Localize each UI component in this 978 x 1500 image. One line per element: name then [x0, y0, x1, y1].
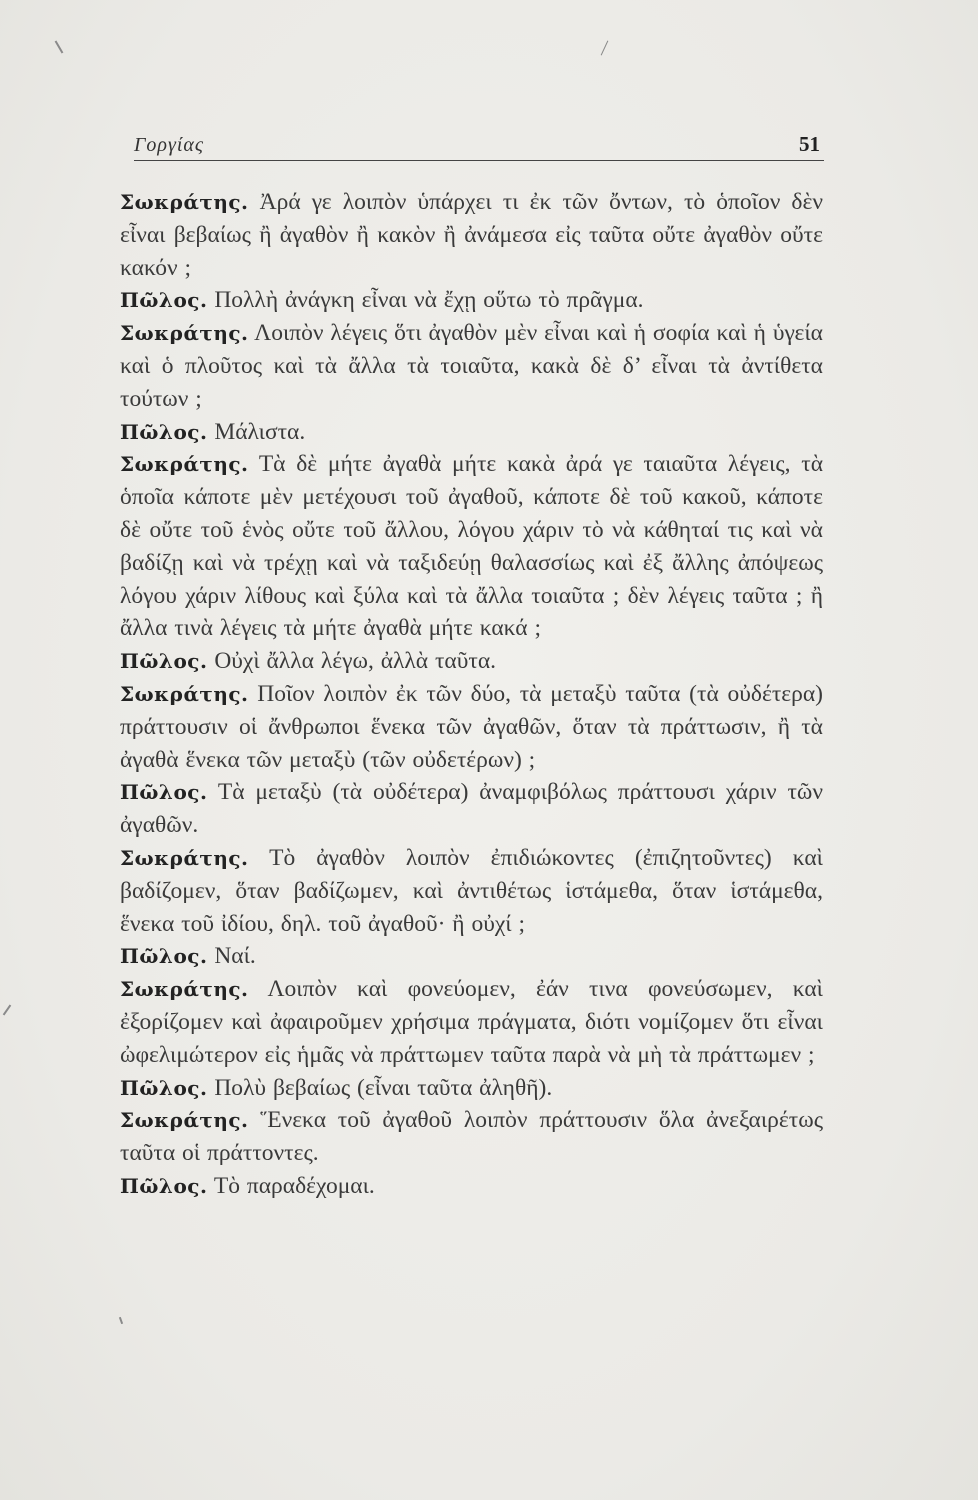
dialogue-paragraph	[120, 940, 823, 973]
speech-text: Λοιπὸν λέγεις ὅτι ἀγαθὸν μὲν εἶναι καὶ ἡ σοφία καὶ ἡ ὑγεία καὶ ὁ πλοῦτος καὶ τὰ ἄλλα τὰ τοιαῦτα, κακὰ δὲ δ’ εἶναι τὰ ἀντίθετα τούτων ;	[120, 320, 823, 412]
speaker-name: Σωκράτης.	[120, 681, 249, 706]
scan-speck	[119, 1317, 123, 1324]
dialogue-paragraph	[120, 416, 823, 449]
speaker-name: Πῶλος.	[120, 1075, 208, 1100]
speaker-name: Σωκράτης.	[120, 452, 249, 477]
speech-text: Ἀρά γε λοιπὸν ὑπάρχει τι ἐκ τῶν ὄντων, τὸ ὁποῖον δὲν εἶναι βεβαίως ἢ ἀγαθὸν ἢ κακὸν ἢ ἀνάμεσα εἰς ταῦτα οὔτε ἀγαθὸν οὔτε κακόν ;	[120, 189, 823, 281]
speaker-name: Πῶλος.	[120, 780, 208, 805]
speech-text: Οὐχὶ ἄλλα λέγω, ἀλλὰ ταῦτα.	[214, 648, 497, 675]
dialogue-paragraph	[120, 842, 823, 940]
speaker-name: Πῶλος.	[120, 944, 208, 969]
speaker-name: Σωκράτης.	[120, 321, 249, 346]
speech-text: Πολλὴ ἀνάγκη εἶναι νὰ ἔχῃ οὕτω τὸ πρᾶγμα.	[214, 287, 644, 314]
scan-speck	[55, 40, 64, 53]
speaker-name: Πῶλος.	[120, 649, 208, 674]
dialogue-paragraph	[120, 448, 823, 645]
dialogue-paragraph	[120, 284, 823, 317]
speech-text: Μάλιστα.	[214, 418, 306, 445]
speech-text: Τὸ ἀγαθὸν λοιπὸν ἐπιδιώκοντες (ἐπιζητοῦντες) καὶ βαδίζομεν, ὅταν βαδίζωμεν, καὶ ἀντιθέτως ἱστάμεθα, ὅταν ἱστάμεθα, ἕνεκα τοῦ ἰδίου, δηλ. τοῦ ἀγαθοῦ· ἢ οὐχί ;	[120, 844, 824, 937]
speaker-name: Σωκράτης.	[120, 1108, 249, 1133]
speech-text: Ποῖον λοιπὸν ἐκ τῶν δύο, τὰ μεταξὺ ταῦτα (τὰ οὐδέτερα) πράττουσιν οἱ ἄνθρωποι ἕνεκα τῶν ἀγαθῶν, ὅταν τὰ πράττωσιν, ἢ τὰ ἀγαθὰ ἕνεκα τῶν μεταξὺ (τῶν οὐδετέρων) ;	[120, 680, 824, 773]
running-head: Γοργίας	[134, 134, 205, 156]
speech-text: Πολὺ βεβαίως (εἶναι ταῦτα ἀληθῆ).	[214, 1074, 553, 1101]
page-number: 51	[799, 132, 820, 156]
dialogue-paragraph	[120, 678, 823, 776]
dialogue-paragraph	[120, 1104, 823, 1170]
speaker-name: Σωκράτης.	[120, 190, 249, 214]
scan-speck	[3, 1005, 12, 1016]
dialogue-paragraph	[120, 776, 823, 842]
speech-text: Τὰ δὲ μήτε ἀγαθὰ μήτε κακὰ ἀρά γε ταιαῦτα λέγεις, τὰ ὁποῖα κάποτε μὲν μετέχουσι τοῦ ἀγαθοῦ, κάποτε δὲ τοῦ κακοῦ, κάποτε δὲ οὔτε τοῦ ἑνὸς οὔτε τοῦ ἄλλου, λόγου χάριν τὸ νὰ κάθηταί τις καὶ νὰ βαδίζῃ καὶ νὰ τρέχῃ καὶ νὰ ταξιδεύῃ θαλασσίως καὶ ἐξ ἄλλης ἀπόψεως λόγου χάριν λίθους καὶ ξύλα καὶ τὰ ἄλλα τοιαῦτα ; δὲν λέγεις ταῦτα ; ἢ ἄλλα τινὰ λέγεις τὰ μήτε ἀγαθὰ μήτε κακά ;	[120, 451, 824, 642]
dialogue-paragraph	[120, 1072, 823, 1105]
dialogue-paragraph	[120, 973, 823, 1071]
dialogue-paragraph	[120, 317, 823, 415]
speaker-name: Πῶλος.	[120, 288, 208, 313]
speech-text: Ναί.	[214, 943, 256, 970]
speaker-name: Σωκράτης.	[120, 977, 249, 1002]
speaker-name: Σωκράτης.	[120, 845, 249, 870]
speech-text: Τὸ παραδέχομαι.	[213, 1172, 375, 1199]
page-header	[134, 132, 824, 162]
scan-speck	[601, 41, 609, 56]
dialogue-paragraph	[120, 186, 823, 284]
speaker-name: Πῶλος.	[120, 1173, 208, 1198]
speech-text: Ἕνεκα τοῦ ἀγαθοῦ λοιπὸν πράττουσιν ὅλα ἀνεξαιρέτως ταῦτα οἱ πράττοντες.	[120, 1107, 823, 1167]
dialogue-paragraph	[120, 1170, 823, 1203]
speech-text: Λοιπὸν καὶ φονεύομεν, ἐάν τινα φονεύσωμεν, καὶ ἐξορίζομεν καὶ ἀφαιροῦμεν χρήσιμα πράγματα, διότι νομίζομεν ὅτι εἶναι ὠφελιμώτερον εἰς ἡμᾶς νὰ πράττωμεν ταῦτα παρὰ νὰ μὴ τὰ πράττωμεν ;	[120, 976, 823, 1068]
speech-text: Τὰ μεταξὺ (τὰ οὐδέτερα) ἀναμφιβόλως πράττουσι χάριν τῶν ἀγαθῶν.	[120, 779, 823, 839]
dialogue-text	[120, 186, 823, 1203]
header-rule	[134, 160, 824, 161]
dialogue-paragraph	[120, 645, 823, 678]
speaker-name: Πῶλος.	[120, 419, 208, 444]
